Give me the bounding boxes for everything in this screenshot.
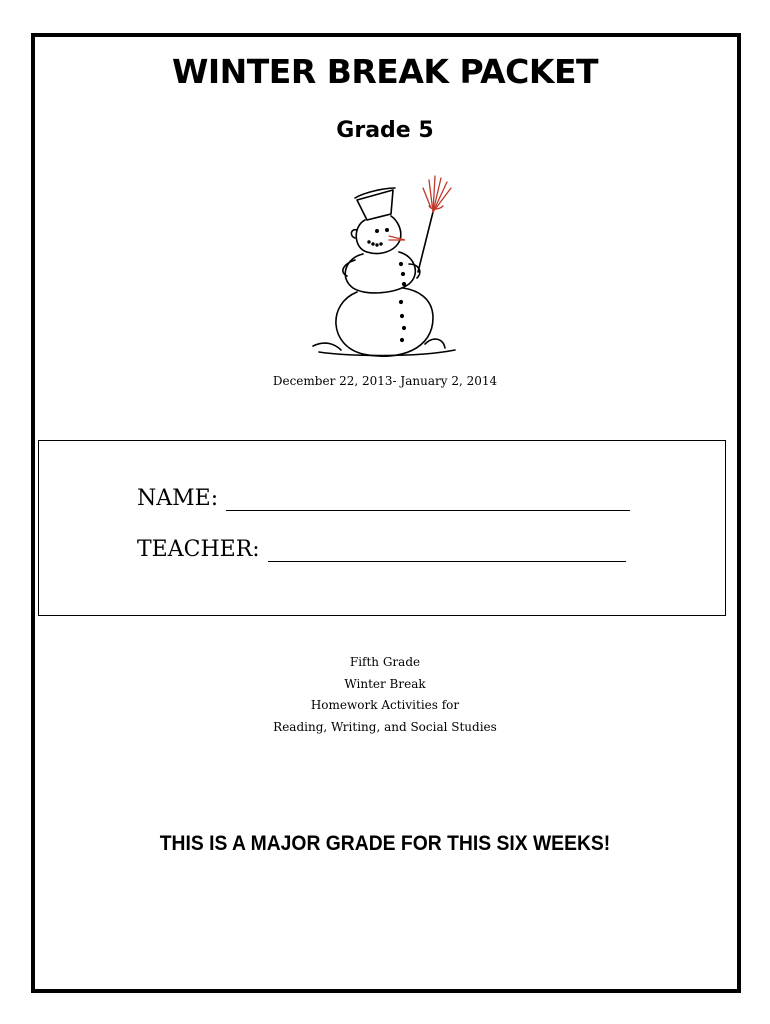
date-range: December 22, 2013- January 2, 2014 — [272, 374, 498, 388]
major-grade-notice: THIS IS A MAJOR GRADE FOR THIS SIX WEEKS! — [159, 832, 611, 855]
name-field[interactable] — [226, 492, 630, 511]
grade-heading: Grade 5 — [336, 118, 434, 143]
description-line: Fifth Grade — [349, 655, 421, 669]
snowman-with-broom-icon — [305, 168, 470, 363]
description-line: Winter Break — [344, 676, 426, 691]
teacher-field[interactable] — [268, 543, 626, 562]
name-label: NAME: — [137, 486, 219, 511]
description-line: Homework Activities for — [310, 698, 460, 712]
name-row — [137, 486, 630, 511]
student-info-box — [38, 440, 726, 616]
packet-description — [0, 652, 770, 738]
description-line: Reading, Writing, and Social Studies — [273, 719, 497, 734]
page-title: WINTER BREAK PACKET — [172, 52, 598, 91]
teacher-label: TEACHER: — [137, 537, 260, 562]
teacher-row — [137, 537, 626, 562]
